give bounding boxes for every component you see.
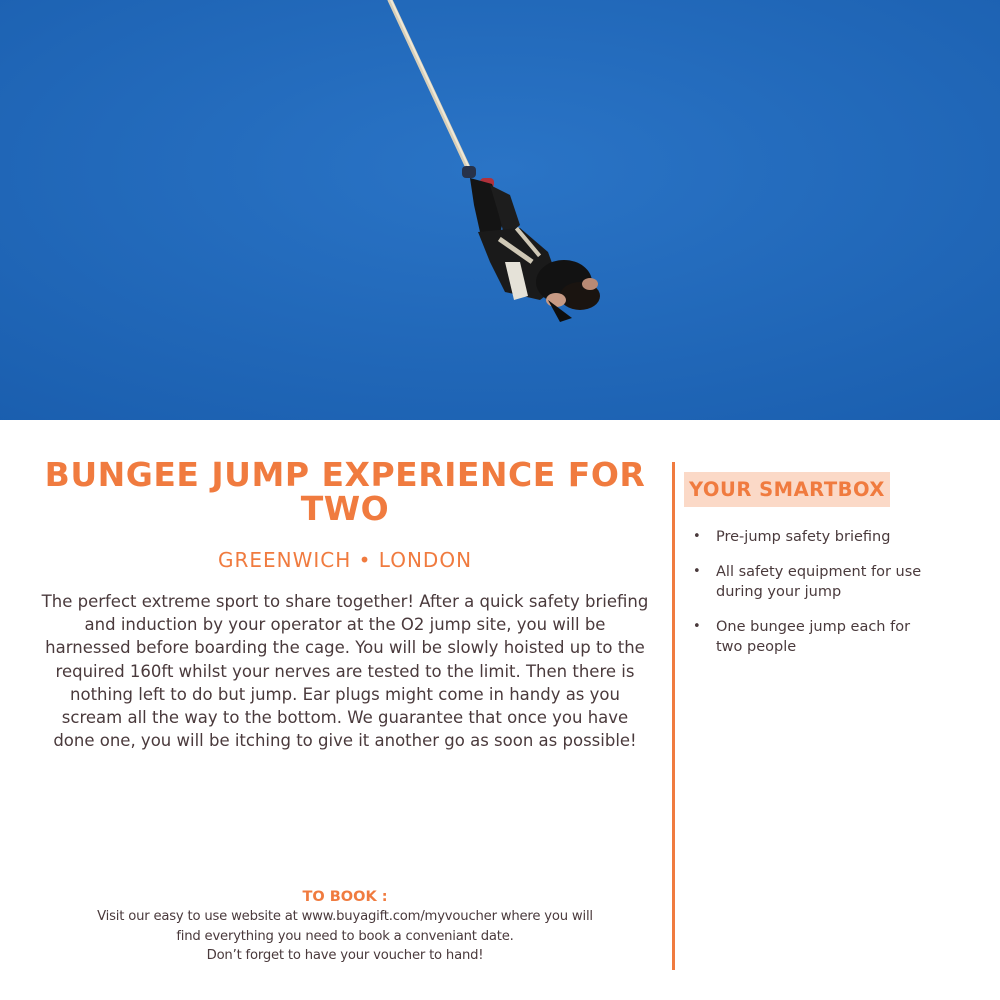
bullet-icon: • — [693, 618, 701, 634]
booking-info — [60, 887, 630, 966]
product-details — [40, 455, 650, 752]
bullet-icon: • — [693, 563, 701, 579]
booking-line: Don’t forget to have your voucher to hand! — [206, 948, 484, 963]
list-item-label: Pre-jump safety briefing — [716, 529, 891, 545]
booking-heading: TO BOOK : — [302, 889, 388, 905]
list-item-label: One bungee jump each for two people — [716, 618, 911, 655]
booking-line: Visit our easy to use website at www.buyagift.com/myvoucher where you will — [97, 909, 593, 924]
bullet-icon: • — [693, 529, 701, 544]
smartbox-list — [684, 527, 984, 658]
bungee-jumper-photo — [0, 0, 1000, 420]
list-item — [684, 527, 936, 548]
smartbox-panel — [684, 472, 984, 672]
column-divider — [672, 462, 675, 970]
hero-photo — [0, 0, 1000, 420]
product-title: BUNGEE JUMP EXPERIENCE FOR TWO — [44, 455, 646, 528]
product-location: GREENWICH • LONDON — [217, 548, 473, 572]
booking-line: find everything you need to book a conveniant date. — [176, 928, 514, 944]
product-description: The perfect extreme sport to share together! After a quick safety briefing and induction by your operator at the O2 jump site, you will be harnessed before boarding the cage. You will be slowly hoisted up to the required 160ft whilst your nerves are tested to the limit. Then there is nothing left to do but jump. Ear plugs might come in handy as you scream all the way to the bottom. We guarantee that once you have done one, you will be itching to give it another go as soon as possible! — [41, 592, 649, 751]
list-item-label: All safety equipment for use during your jump — [716, 563, 922, 600]
list-item — [684, 617, 936, 658]
list-item — [684, 562, 936, 603]
smartbox-title: YOUR SMARTBOX — [684, 472, 890, 507]
